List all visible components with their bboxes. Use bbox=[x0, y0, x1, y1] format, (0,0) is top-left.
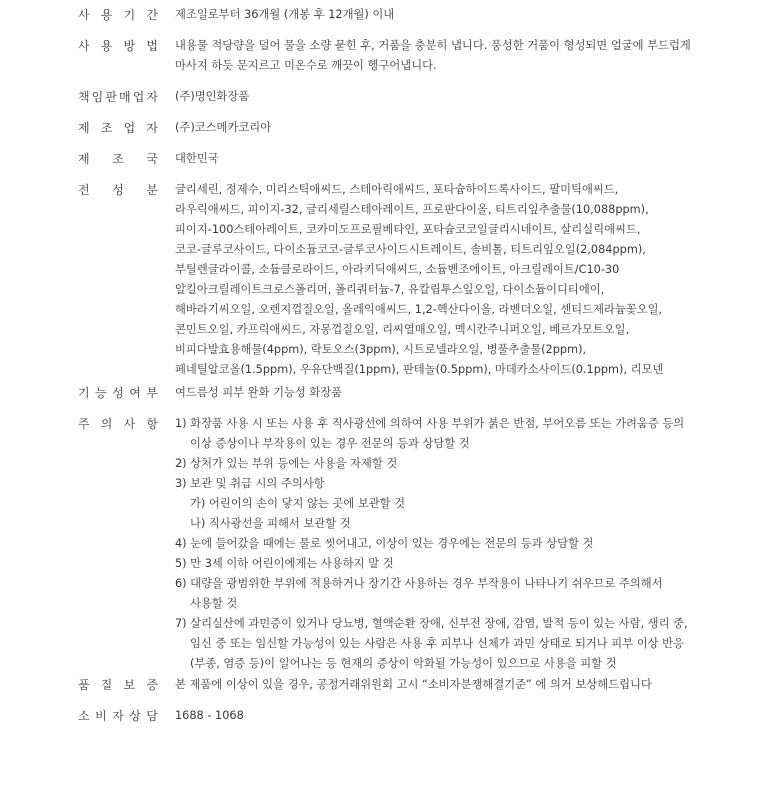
usage-method-label: 사 용 방 법 bbox=[78, 39, 158, 53]
caution-subitem: 가) 어린이의 손이 닿지 않는 곳에 보관할 것 bbox=[190, 497, 406, 510]
usage-method-line: 마사지 하듯 문지르고 미온수로 깨끗이 헹구어냅니다. bbox=[175, 59, 437, 72]
ingredients-line: 콘민트오일, 카프릭애씨드, 자몽껍질오일, 리씨열매오일, 멕시칸주니퍼오일, 베르가모트오일, bbox=[175, 323, 630, 336]
usage-period-value bbox=[175, 5, 715, 25]
caution-item: 3) 보관 및 취급 시의 주의사항 bbox=[175, 477, 325, 490]
warranty-label: 품 질 보 증 bbox=[78, 678, 158, 692]
manufacturer-label: 제 조 업 자 bbox=[78, 121, 158, 135]
country-value bbox=[175, 149, 715, 169]
warranty-text: 본 제품에 이상이 있을 경우, 공정거래위원회 고시 “소비자분쟁해결기준” 에 의거 보상해드립니다 bbox=[175, 678, 652, 691]
distributor-text: (주)명인화장품 bbox=[175, 90, 250, 103]
warranty-value bbox=[175, 675, 715, 695]
country-label: 제 조 국 bbox=[78, 152, 158, 166]
caution-subitem: 나) 직사광선을 피해서 보관할 것 bbox=[190, 517, 351, 530]
ingredients-line: 비피다발효용해물(4ppm), 락토오스(3ppm), 시트로넬라오일, 병풀추출물(2ppm), bbox=[175, 343, 587, 356]
distributor-label: 책 임 판 매 업 자 bbox=[78, 90, 158, 104]
caution-item-cont: (부종, 염증 등)이 일어나는 등 현재의 증상이 악화될 가능성이 있으므로 사용을 피할 것 bbox=[190, 657, 617, 670]
distributor-value bbox=[175, 87, 715, 107]
ingredients-line: 해바라기씨오일, 오렌지껍질오일, 올레익애씨드, 1,2-헥산다이올, 라벤더오일, 센티드제라늄꽃오일, bbox=[175, 303, 663, 316]
functional-label: 기 능 성 여 부 bbox=[78, 386, 158, 400]
manufacturer-text: (주)코스메카코리아 bbox=[175, 121, 272, 134]
manufacturer-value bbox=[175, 118, 715, 138]
cautions-value bbox=[175, 414, 715, 674]
ingredients-line: 코코-글루코사이드, 다이소듐코코-글루코사이드시트레이트, 솔비톨, 티트리잎오일(2,084ppm), bbox=[175, 243, 646, 256]
ingredients-line: 페네틸알코올(1.5ppm), 우유단백질(1ppm), 판테놀(0.5ppm), 마데카소사이드(0.1ppm), 리모넨 bbox=[175, 363, 664, 376]
ingredients-line: 부틸렌글라이콜, 소듐클로라이드, 아라키딕애씨드, 소듐벤조에이트, 아크릴레이트/C10-30 bbox=[175, 263, 620, 276]
caution-item: 1) 화장품 사용 시 또는 사용 후 직사광선에 의하여 사용 부위가 붉은 반점, 부어오름 또는 가려움증 등의 bbox=[175, 417, 685, 430]
usage-period-text: 제조일로부터 36개월 (개봉 후 12개월) 이내 bbox=[175, 8, 395, 21]
ingredients-line: 피이지-100스테아레이트, 코카미도프로필베타인, 포타슘코코일글리시네이트, 살리실릭애씨드, bbox=[175, 223, 641, 236]
country-text: 대한민국 bbox=[175, 152, 219, 165]
functional-text: 여드름성 피부 완화 기능성 화장품 bbox=[175, 386, 343, 399]
consultation-value bbox=[175, 706, 715, 726]
usage-period-label: 사 용 기 간 bbox=[78, 8, 158, 22]
usage-method-line: 내용물 적당량을 덜어 물을 소량 묻힌 후, 거품을 충분히 냅니다. 풍성한 거품이 형성되면 얼굴에 부드럽게 bbox=[175, 39, 691, 52]
consultation-phone: 1688 - 1068 bbox=[175, 709, 244, 722]
caution-item: 6) 대량을 광범위한 부위에 적용하거나 장기간 사용하는 경우 부작용이 나타나기 쉬우므로 주의해서 bbox=[175, 577, 663, 590]
caution-item: 7) 살리실산에 과민증이 있거나 당뇨병, 혈액순환 장애, 신부전 장애, 감염, 발적 등이 있는 사람, 생리 중, bbox=[175, 617, 688, 630]
caution-item: 2) 상처가 있는 부위 등에는 사용을 자제할 것 bbox=[175, 457, 398, 470]
caution-item-cont: 이상 증상이나 부작용이 있는 경우 전문의 등과 상담할 것 bbox=[190, 437, 470, 450]
caution-item: 5) 만 3세 이하 어린이에게는 사용하지 말 것 bbox=[175, 557, 394, 570]
caution-item-cont: 사용할 것 bbox=[190, 597, 238, 610]
cautions-label: 주 의 사 항 bbox=[78, 417, 158, 431]
caution-item: 4) 눈에 들어갔을 때에는 물로 씻어내고, 이상이 있는 경우에는 전문의 등과 상담할 것 bbox=[175, 537, 594, 550]
ingredients-line: 알킬아크릴레이트크로스폴리머, 폴리쿼터늄-7, 유칼립투스잎오일, 다이소듐이디티에이, bbox=[175, 283, 605, 296]
ingredients-line: 라우릭애씨드, 피이지-32, 글리세릴스테아레이트, 프로판다이올, 티트리잎추출물(10,088ppm), bbox=[175, 203, 649, 216]
ingredients-label: 전 성 분 bbox=[78, 183, 158, 197]
ingredients-line: 글리세린, 정제수, 미리스틱애씨드, 스테아릭애씨드, 포타슘하이드록사이드, 팔미틱애씨드, bbox=[175, 183, 619, 196]
consultation-label: 소 비 자 상 담 bbox=[78, 709, 158, 723]
usage-method-value bbox=[175, 36, 715, 76]
ingredients-value bbox=[175, 180, 715, 380]
caution-item-cont: 임신 중 또는 임신할 가능성이 있는 사람은 사용 후 피부나 신체가 과민 상태로 되거나 피부 이상 반응 bbox=[190, 637, 684, 650]
functional-value bbox=[175, 383, 715, 403]
